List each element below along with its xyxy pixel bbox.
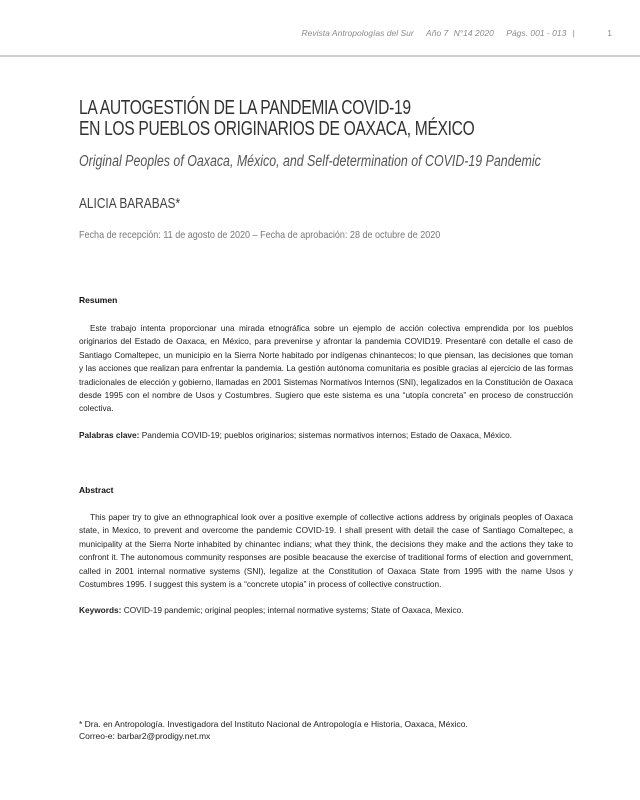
palabras-clave-label: Palabras clave: xyxy=(79,430,140,440)
page-range: Págs. 001 - 013 xyxy=(506,28,567,38)
abstract-body: This paper try to give an ethnographical look over a positive exemple of collective actions address by originals peoples of Oaxaca state, in Mexico, to prevent and overcome the pandemic COVID-19. I shall present with detail the case of Santiago Comaltepec, a municipality at the Sierra Norte inhabited by chinantec indians; what they think, the decisions they make and the actions they take to confront it. The autonomous community responses are posible beacause the exercise of traditional forms of election and government, called in 2001 internal normative systems (SNI), legalize at the Constitution of Oaxaca State from 1995 with the name Usos y Costumbres 1995. I suggest this system is a “concrete utopia” in process of collective construction. xyxy=(79,512,573,590)
palabras-clave xyxy=(79,429,573,442)
title-line-1: LA AUTOGESTIÓN DE LA PANDEMIA COVID-19 xyxy=(79,97,411,119)
abstract-heading: Abstract xyxy=(79,485,114,495)
author-footnote xyxy=(79,718,468,742)
journal-name: Revista Antropologías del Sur xyxy=(301,28,414,38)
running-header xyxy=(250,28,612,38)
header-separator: | xyxy=(572,28,575,38)
resumen-heading: Resumen xyxy=(79,295,118,305)
footnote-email: Correo-e: barbar2@prodigy.net.mx xyxy=(79,731,211,741)
journal-issue: N°14 2020 xyxy=(453,28,494,38)
resumen-body: Este trabajo intenta proporcionar una mirada etnográfica sobre un ejemplo de acción colectiva emprendida por los pueblos originarios del Estado de Oaxaca, en México, para prevenirse y afrontar la pandemia COVID19. Presentaré con detalle el caso de Santiago Comaltepec, un municipio en la Sierra Norte habitado por indígenas chinantecos; lo que piensan, las decisiones que toman y las acciones que realizan para enfrentar la pandemia. La gestión autónoma comunitaria es posible gracias al ejercicio de las formas tradicionales de elección y gobierno, llamadas en 2001 Sistemas Normativos Internos (SNI), legalizados en la Constitución de Oaxaca desde 1995 con el nombre de Usos y Costumbres. Sugiero que este sistema es una “utopía concreta” en proceso de construcción colectiva. xyxy=(79,323,573,414)
page-number: 1 xyxy=(607,28,612,38)
journal-volume: Año 7 xyxy=(426,28,449,38)
keywords-text: COVID-19 pandemic; original peoples; internal normative systems; State of Oaxaca, Mexico. xyxy=(121,605,464,615)
title-line-2: EN LOS PUEBLOS ORIGINARIOS DE OAXACA, MÉXICO xyxy=(79,118,475,140)
palabras-clave-text: Pandemia COVID-19; pueblos originarios; sistemas normativos internos; Estado de Oaxaca, México. xyxy=(139,430,513,440)
reception-dates: Fecha de recepción: 11 de agosto de 2020 – Fecha de aprobación: 28 de octubre de 2020 xyxy=(79,229,441,241)
header-divider xyxy=(0,55,640,57)
keywords-label: Keywords: xyxy=(79,605,122,615)
article-subtitle: Original Peoples of Oaxaca, México, and Self-determination of COVID-19 Pandemic xyxy=(79,153,541,170)
keywords xyxy=(79,604,573,617)
author-name: ALICIA BARABAS* xyxy=(79,196,181,212)
footnote-affiliation: * Dra. en Antropología. Investigadora del Instituto Nacional de Antropología e Historia, Oaxaca, México. xyxy=(79,719,468,729)
article-title xyxy=(79,98,599,140)
